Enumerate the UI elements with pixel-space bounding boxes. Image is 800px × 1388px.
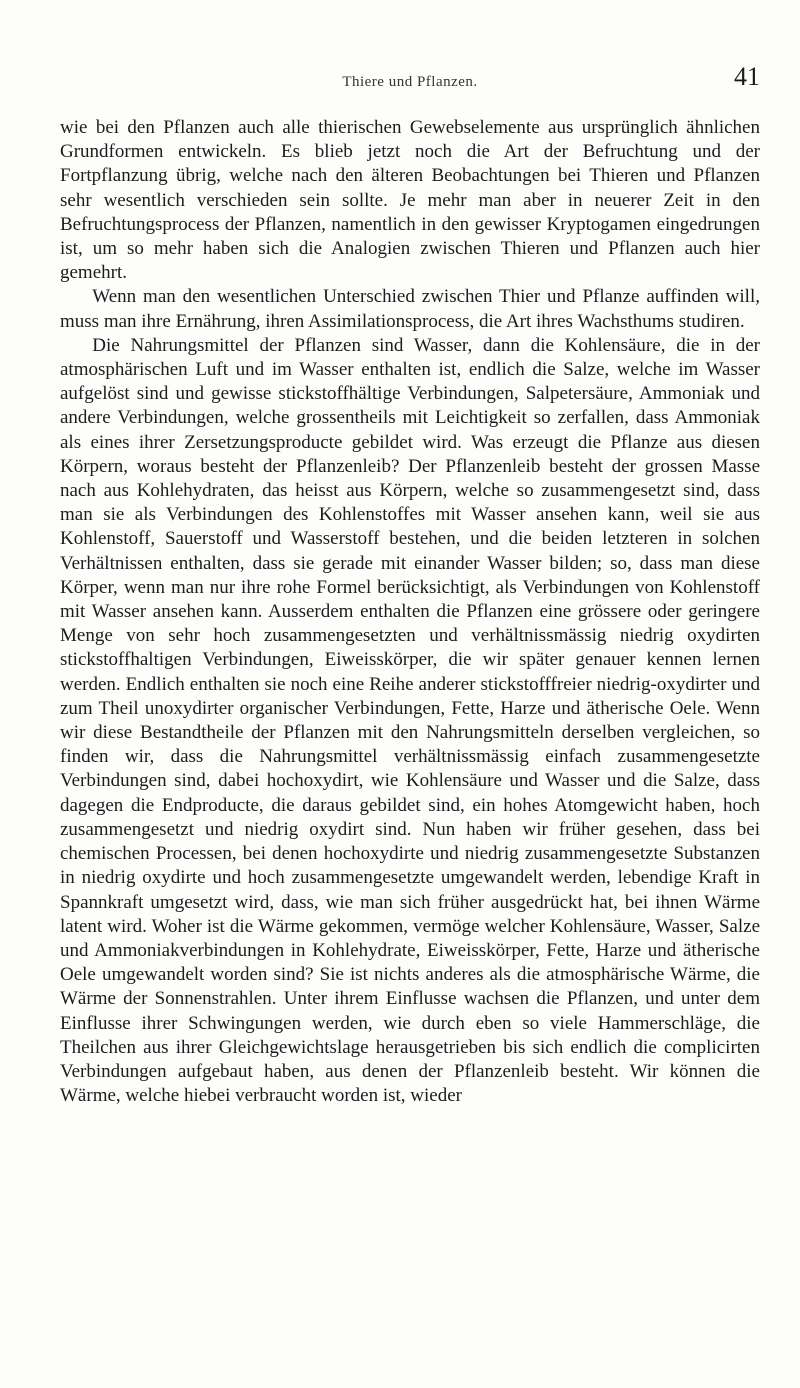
body-text <box>60 116 760 1108</box>
running-head <box>60 62 760 102</box>
paragraph-nahrungsmittel: Die Nahrungsmittel der Pflanzen sind Wasser, dann die Kohlensäure, die in der atmosphärischen Luft und im Wasser enthalten ist, endlich die Salze, welche im Wasser aufgelöst sind und gewisse stickstoffhältige Verbindungen, Salpetersäure, Ammoniak und andere Verbindungen, welche grossentheils mit Leichtigkeit so zerfallen, dass Ammoniak als eines ihrer Zersetzungsproducte gebildet wird. Was erzeugt die Pflanze aus diesen Körpern, woraus besteht der Pflanzenleib? Der Pflanzenleib besteht der grossen Masse nach aus Kohlehydraten, das heisst aus Körpern, welche so zusammengesetzt sind, dass man sie als Verbindungen des Kohlenstoffes mit Wasser ansehen kann, weil sie aus Kohlenstoff, Sauerstoff und Wasserstoff bestehen, und die beiden letzteren in solchen Verhältnissen enthalten, dass sie gerade mit einander Wasser bilden; so, dass man diese Körper, wenn man nur ihre rohe Formel berücksichtigt, als Verbindungen von Kohlenstoff mit Wasser ansehen kann. Ausserdem enthalten die Pflanzen eine grössere oder geringere Menge von sehr hoch zusammengesetzten und verhältnissmässig niedrig oxydirten stickstoffhaltigen Verbindungen, Eiweisskörper, die wir später genauer kennen lernen werden. Endlich enthalten sie noch eine Reihe anderer stickstofffreier niedrig-oxydirter und zum Theil unoxydirter organischer Verbindungen, Fette, Harze und ätherische Oele. Wenn wir diese Bestandtheile der Pflanzen mit den Nahrungsmitteln derselben vergleichen, so finden wir, dass die Nahrungsmittel verhältnissmässig einfach zusammengesetzte Verbindungen sind, dabei hochoxydirt, wie Kohlensäure und Wasser und die Salze, dass dagegen die Endproducte, die daraus gebildet sind, ein hohes Atomgewicht haben, hoch zusammengesetzt und niedrig oxydirt sind. Nun haben wir früher gesehen, dass bei chemischen Processen, bei denen hochoxydirte und niedrig zusammengesetzte Substanzen in niedrig oxydirte und hoch zusammengesetzte umgewandelt werden, lebendige Kraft in Spannkraft umgesetzt wird, dass, wie man sich früher ausgedrückt hat, bei ihnen Wärme latent wird. Woher ist die Wärme gekommen, vermöge welcher Kohlensäure, Wasser, Salze und Ammoniakverbindungen in Kohlehydrate, Eiweisskörper, Fette, Harze und ätherische Oele umgewandelt worden sind? Sie ist nichts anderes als die atmosphärische Wärme, die Wärme der Sonnenstrahlen. Unter ihrem Einflusse wachsen die Pflanzen, und unter dem Einflusse ihrer Schwingungen werden, wie durch eben so viele Hammerschläge, die Theilchen aus ihrer Gleichgewichtslage herausgetrieben bis sich endlich die complicirten Verbindungen aufgebaut haben, aus denen der Pflanzenleib besteht. Wir können die Wärme, welche hiebei verbraucht worden ist, wieder <box>60 334 760 1107</box>
page-number: 41 <box>734 62 760 91</box>
paragraph-continuation: wie bei den Pflanzen auch alle thierischen Gewebselemente aus ursprünglich ähnlichen Grundformen entwickeln. Es blieb jetzt noch die Art der Befruchtung und der Fortpflanzung übrig, welche nach den älteren Beobachtungen bei Thieren und Pflanzen sehr wesentlich verschieden sein sollte. Je mehr man aber in neuerer Zeit in den Befruchtungsprocess der Pflanzen, namentlich in den gewisser Kryptogamen eingedrungen ist, um so mehr haben sich die Analogien zwischen Thieren und Pflanzen auch hier gemehrt. <box>60 117 760 284</box>
running-title: Thiere und Pflanzen. <box>342 74 478 90</box>
paragraph-difference-thier-pflanze: Wenn man den wesentlichen Unterschied zwischen Thier und Pflanze auffinden will, muss man ihre Ernährung, ihren Assimilationsprocess, die Art ihres Wachsthums studiren. <box>60 286 760 332</box>
